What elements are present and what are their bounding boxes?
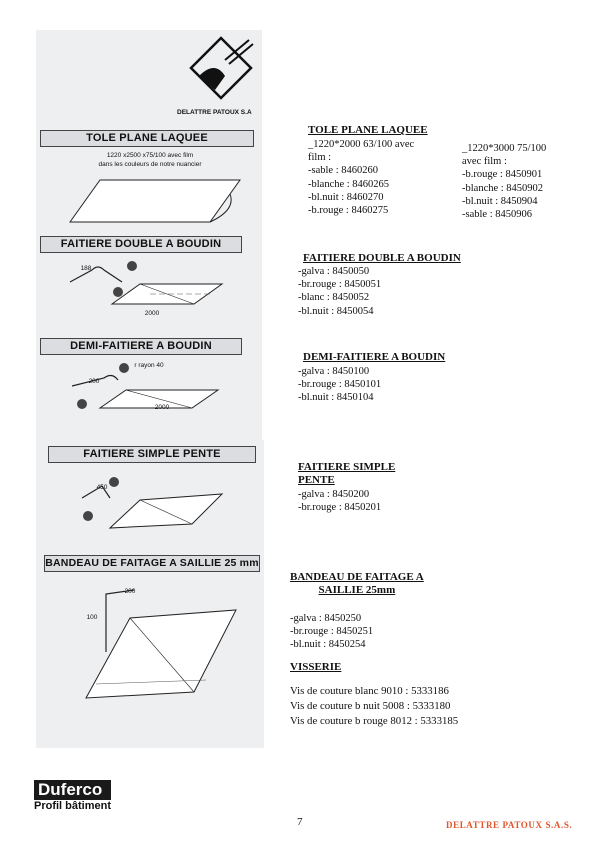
dim-d2-a: 188 (80, 265, 92, 272)
section-label-faitiere-simple: FAITIERE SIMPLE PENTE (48, 446, 256, 463)
items-faitiere-double: -galva : 8450050 -br.rouge : 8450051 -blanc : 8450052 -bl.nuit : 8450054 (298, 266, 382, 317)
items-faitiere-simple: -galva : 8450200 -br.rouge : 8450201 (298, 489, 382, 514)
logo-emblem-icon (185, 34, 255, 104)
tole-col1: _1220*2000 63/100 avec film : -sable : 8460260 -blanche : 8460265 -bl.nuit : 8460270 -b.rouge : 8460275 (308, 139, 415, 217)
dim-d2-b: 2000 (144, 310, 160, 317)
dim-d5-b: 100 (86, 614, 98, 621)
title-demi-faitiere: DEMI-FAITIERE A BOUDIN (303, 351, 446, 363)
footer-company: DELATTRE PATOUX S.A.S. (446, 820, 573, 830)
title-bandeau: BANDEAU DE FAITAGE A SAILLIE 25mm (290, 571, 424, 596)
dim-d4-a: 450 (96, 484, 108, 491)
tole-note-2: dans les couleurs de notre nuancier (98, 161, 202, 168)
bandeau-drawing (66, 580, 246, 710)
items-bandeau: -galva : 8450250 -br.rouge : 8450251 -bl.nuit : 8450254 (290, 613, 374, 651)
section-label-bandeau: BANDEAU DE FAITAGE A SAILLIE 25 mm (44, 555, 260, 572)
title-visserie: VISSERIE (290, 661, 342, 673)
dim-d3-c: 2000 (154, 404, 170, 411)
logo-brand: DELATTRE PATOUX S.A (177, 109, 252, 116)
section-label-tole: TOLE PLANE LAQUEE (40, 130, 254, 147)
dim-d3-a: 200 (88, 378, 100, 385)
title-tole: TOLE PLANE LAQUEE (308, 124, 428, 136)
tole-note-1: 1220 x2500 x75/100 avec film (106, 152, 194, 159)
items-visserie: Vis de couture blanc 9010 : 5333186 Vis de couture b nuit 5008 : 5333180 Vis de couture b rouge 8012 : 5333185 (290, 685, 459, 727)
page-number: 7 (297, 816, 303, 828)
title-faitiere-double: FAITIERE DOUBLE A BOUDIN (303, 252, 461, 264)
dim-d5-a: 200 (124, 588, 136, 595)
items-demi-faitiere: -galva : 8450100 -br.rouge : 8450101 -bl.nuit : 8450104 (298, 366, 382, 404)
title-faitiere-simple: FAITIERE SIMPLE PENTE (298, 461, 396, 486)
tole-sheet-drawing (60, 170, 250, 228)
duferco-logo-top: Duferco (34, 780, 111, 800)
section-label-demi-faitiere: DEMI-FAITIERE A BOUDIN (40, 338, 242, 355)
duferco-logo-bottom: Profil bâtiment (34, 800, 112, 812)
dim-d3-b: r rayon 40 (134, 362, 164, 369)
tole-col2: _1220*3000 75/100 avec film : -b.rouge : 8450901 -blanche : 8450902 -bl.nuit : 8450904 -sable : 8450906 (462, 143, 547, 221)
section-label-faitiere-double: FAITIERE DOUBLE A BOUDIN (40, 236, 242, 253)
duferco-logo (34, 780, 111, 812)
delattre-logo (177, 34, 255, 120)
